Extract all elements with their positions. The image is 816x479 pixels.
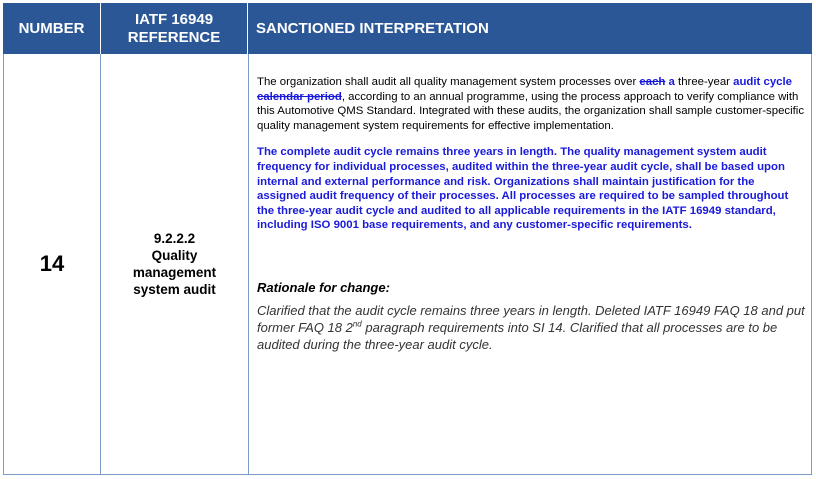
reference-title-2: management xyxy=(132,265,217,280)
rationale-heading: Rationale for change: xyxy=(257,280,390,295)
deleted-each: each xyxy=(639,76,666,88)
rationale-text-b: paragraph requirements into SI 14. Clarified that all processes are to be audited during the three-year audit cycle. xyxy=(257,320,778,352)
p1-text-c: , according to an annual programme, using the process approach to verify compliance with this Automotive QMS Standard. Integrated with these audits, the organization shall sample customer-specific quality management system requirements for effective implementation. xyxy=(257,90,805,132)
header-reference-line2: REFERENCE xyxy=(127,28,221,46)
header-number: NUMBER xyxy=(3,3,100,54)
rationale-text xyxy=(257,302,807,353)
header-reference xyxy=(101,3,247,54)
p1-text-a: The organization shall audit all quality management system processes over xyxy=(257,76,640,88)
cell-number xyxy=(3,54,101,475)
cell-reference xyxy=(100,54,249,475)
interpretation-table xyxy=(3,3,812,475)
cell-interpretation xyxy=(248,54,812,475)
row-number: 14 xyxy=(39,251,65,276)
inserted-audit-cycle: audit cycle xyxy=(733,76,793,88)
rationale-text-a: Clarified that the audit cycle remains three years in length. Deleted IATF 16949 FAQ 18 and put former FAQ 18 2 xyxy=(257,303,805,335)
interpretation-text xyxy=(257,75,805,233)
row-reference xyxy=(133,230,216,298)
p1-text-b: three-year xyxy=(674,76,734,88)
header-reference-line1: IATF 16949 xyxy=(134,10,214,28)
paragraph-2: The complete audit cycle remains three years in length. The quality management system audit frequency for individual processes, audited within the three-year audit cycle, shall be based upon internal and external performance and risk. Organizations shall maintain justification for the assigned audit frequency of their processes. All processes are required to be sampled throughout the three-year audit cycle and audited to all applicable requirements in the IATF 16949 standard, including ISO 9001 base requirements, and any customer-specific requirements. xyxy=(257,146,789,232)
paragraph-1 xyxy=(257,75,805,133)
rationale-superscript: nd xyxy=(352,319,362,329)
inserted-a: a xyxy=(665,76,675,88)
reference-title-1: Quality xyxy=(151,248,198,263)
header-interpretation: SANCTIONED INTERPRETATION xyxy=(248,3,812,54)
deleted-calendar-period: calendar period xyxy=(257,90,342,103)
reference-title-3: system audit xyxy=(133,282,216,297)
reference-clause: 9.2.2.2 xyxy=(153,231,196,246)
